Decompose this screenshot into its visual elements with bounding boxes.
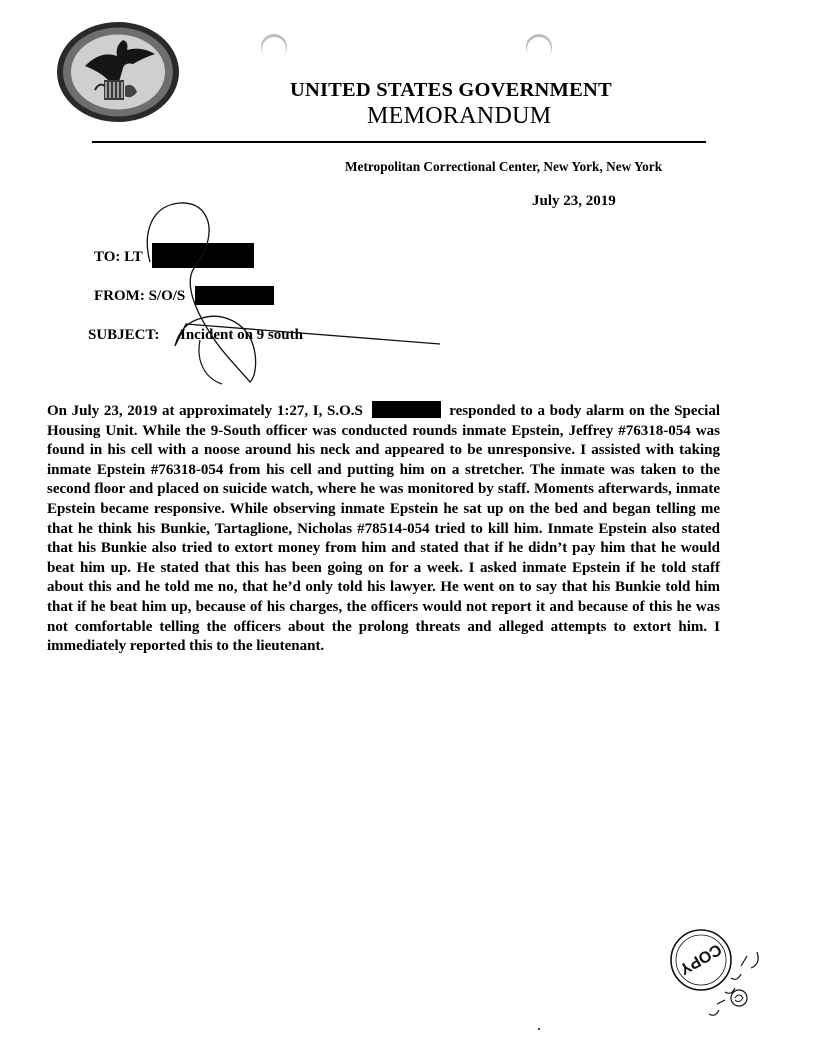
memo-date: July 23, 2019 — [532, 193, 616, 209]
punch-hole-right — [526, 34, 552, 60]
body-part-1: On July 23, 2019 at approximately 1:27, I, S.O.S — [47, 403, 363, 419]
from-label: FROM: S/O/S — [94, 288, 186, 304]
subject-label: SUBJECT: — [88, 327, 160, 343]
body-part-2: responded to a body alarm on the Special Housing Unit. While the 9-South officer was conducted rounds inmate Epstein, Jeffrey #76318-054 was found in his cell with a noose around his neck and appeared to be unresponsive. I assisted with taking inmate Epstein #76318-054 from his cell and putting him on a stretcher. The inmate was taken to the second floor and placed on suicide watch, where he was monitored by staff. Moments afterwards, inmate Epstein became responsive. While observing inmate Epstein he sat up on the bed and began telling me that he think his Bunkie, Tartaglione, Nicholas #78514-054 tried to kill him. Inmate Epstein also stated that his Bunkie also tried to extort money from him and stated that if he didn’t pay him that he would beat him up. He stated that this has been going on for a week. I asked inmate Epstein if he told staff about this and he told me no, that he’d only told his lawyer. He went on to say that his Bunkie told him that if he beat him up, because of his charges, the officers would not report it and because of this he was not comfortable telling the officers about the prolong threats and alleged attempts to extort him. I immediately reported this to the lieutenant. — [47, 403, 720, 655]
punch-hole-left — [261, 34, 287, 60]
body-redaction — [372, 401, 441, 418]
memo-body — [47, 401, 720, 657]
to-label: TO: LT — [94, 249, 143, 265]
location: Metropolitan Correctional Center, New York, New York — [345, 159, 663, 174]
header-rule — [92, 141, 706, 143]
to-redaction — [152, 243, 254, 268]
doj-seal — [55, 20, 181, 125]
subject-value: Incident on 9 south — [180, 327, 303, 343]
header-government: UNITED STATES GOVERNMENT — [290, 79, 612, 101]
copy-stamp — [665, 922, 775, 1032]
svg-text:COPY: COPY — [676, 940, 725, 978]
header-memorandum: MEMORANDUM — [367, 103, 552, 129]
specks — [538, 1028, 540, 1030]
from-redaction — [195, 286, 274, 305]
